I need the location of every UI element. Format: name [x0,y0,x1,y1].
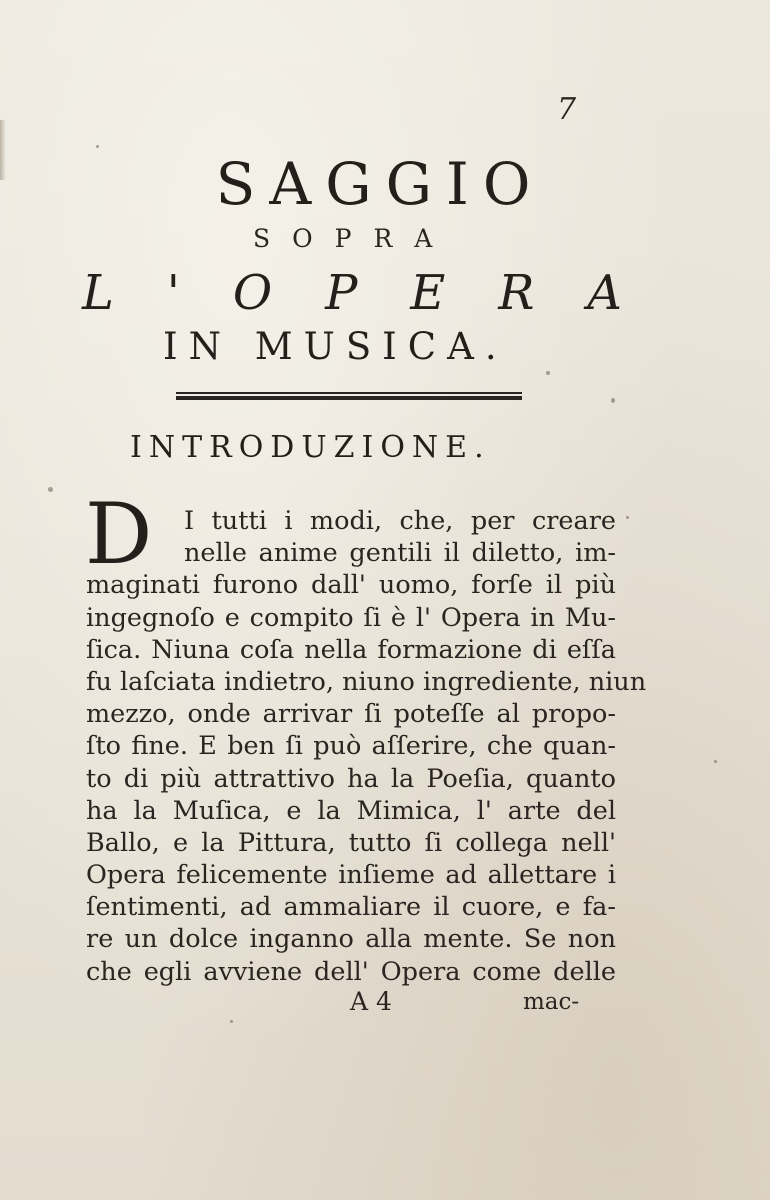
body-text [86,505,647,988]
foxing-speck [546,371,550,375]
page-footer [0,987,770,1027]
title-opera-letter: L [82,265,114,321]
text-line: ha la Muſica, e la Mimica, l' arte del [86,795,616,826]
foxing-speck [96,145,99,148]
foxing-speck [48,487,53,492]
foxing-speck [611,398,615,403]
title-opera-letter: P [325,265,358,321]
title-sopra: SOPRA [253,224,455,253]
text-line: che egli avviene dell' Opera come delle [86,956,616,987]
foxing-speck [626,516,629,519]
signature-mark: A 4 [350,987,392,1016]
text-line: ſto fine. E ben ſi può aſſerire, che quan- [86,731,616,762]
text-line: Opera felicemente inſieme ad allettare i [86,860,616,891]
catchword: mac- [523,989,580,1015]
text-line: nelle anime gentili il diletto, im- [184,538,616,569]
text-line: ingegnoſo e compito ſi è l' Opera in Mu- [86,602,616,633]
title-opera-letter: E [410,265,446,321]
title-opera-letter: R [498,265,535,321]
section-title: INTRODUZIONE. [130,430,491,465]
title-opera [82,265,622,321]
foxing-speck [230,1020,233,1023]
title-in-musica: IN MUSICA. [163,325,508,368]
title-opera-letter: A [587,265,622,321]
title-opera-letter: O [232,265,273,321]
text-line: to di più attrattivo ha la Poeſia, quanto [86,763,616,794]
text-line: fu laſciata indietro, niuno ingrediente, niun [86,666,647,697]
page-number: 7 [557,92,577,127]
text-line: I tutti i modi, che, per creare [184,506,616,536]
text-line: maginati furono dall' uomo, forſe il più [86,570,616,601]
text-line: Ballo, e la Pittura, tutto ſi collega nell' [86,827,616,858]
drop-cap-letter: D [85,485,153,583]
title-main [0,150,770,218]
text-line: re un dolce inganno alla mente. Se non [86,924,616,955]
text-line: mezzo, onde arrivar ſi poteſſe al propo- [86,699,616,730]
title-saggio: SAGGIO [215,150,545,218]
text-line: ſica. Niuna coſa nella formazione di eſſa [86,634,616,665]
text-line: ſentimenti, ad ammaliare il cuore, e fa- [86,892,616,923]
decorative-double-rule [176,392,522,400]
title-opera-letter: ' [166,265,180,321]
foxing-speck [714,760,717,763]
